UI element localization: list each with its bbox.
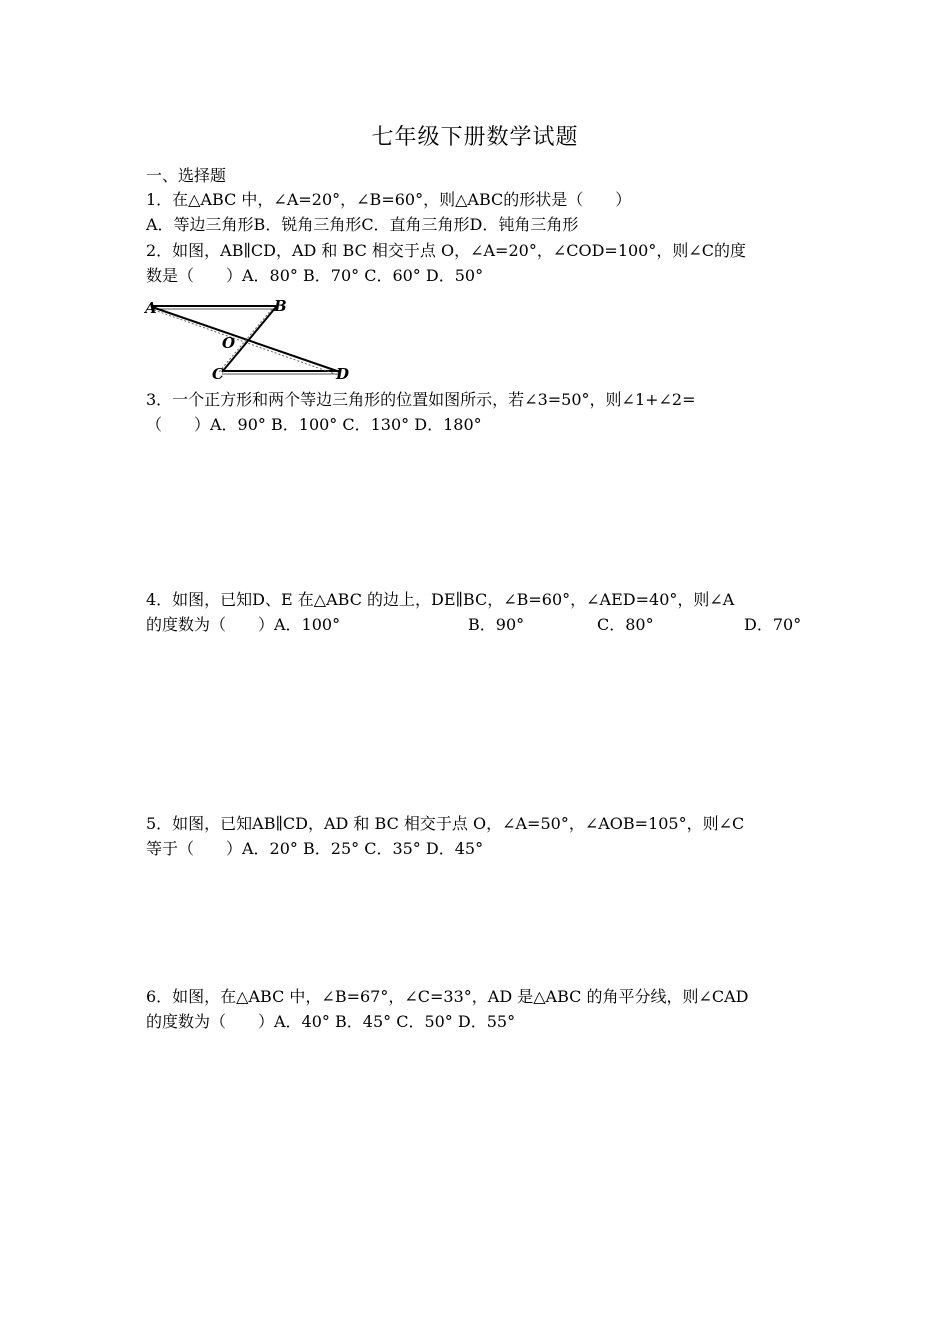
question-4-stem: 4．如图，已知D、E 在△ABC 的边上，DE∥BC，∠B=60°，∠AED=40°，则∠A [146,590,735,609]
page-title: 七年级下册数学试题 [371,125,579,150]
question-4-option-d: D．70° [744,615,802,634]
question-6-stem: 6．如图，在△ABC 中，∠B=67°，∠C=33°，AD 是△ABC 的角平分线，则∠CAD [146,987,749,1006]
question-2-figure [144,296,354,382]
label-o: O [222,334,236,352]
question-4-option-a: 的度数为（ ）A．100° [146,615,341,634]
label-c: C [212,365,224,382]
question-6-options: 的度数为（ ）A．40° B．45° C．50° D．55° [146,1012,516,1031]
question-3-options: （ ）A．90° B．100° C．130° D．180° [146,415,482,434]
question-1-stem: 1．在△ABC 中，∠A=20°，∠B=60°，则△ABC的形状是（ ） [146,190,632,209]
parallel-lines-diagram [144,296,354,382]
label-d: D [336,365,350,382]
label-b: B [274,297,287,315]
label-a: A [145,299,157,317]
section-heading: 一、选择题 [146,166,227,185]
question-2-options: 数是（ ）A．80° B．70° C．60° D．50° [146,266,484,285]
question-5-stem: 5．如图，已知AB∥CD，AD 和 BC 相交于点 O，∠A=50°，∠AOB=105°，则∠C [146,814,745,833]
question-3-stem: 3．一个正方形和两个等边三角形的位置如图所示，若∠3=50°，则∠1+∠2= [146,390,696,409]
question-5-options: 等于（ ）A．20° B．25° C．35° D．45° [146,839,484,858]
question-1-options: A．等边三角形B．锐角三角形C．直角三角形D．钝角三角形 [146,215,579,234]
question-4-option-c: C．80° [597,615,654,634]
question-4-option-b: B．90° [468,615,525,634]
question-2-stem: 2．如图，AB∥CD，AD 和 BC 相交于点 O，∠A=20°，∠COD=100°，则∠C的度 [146,241,747,260]
